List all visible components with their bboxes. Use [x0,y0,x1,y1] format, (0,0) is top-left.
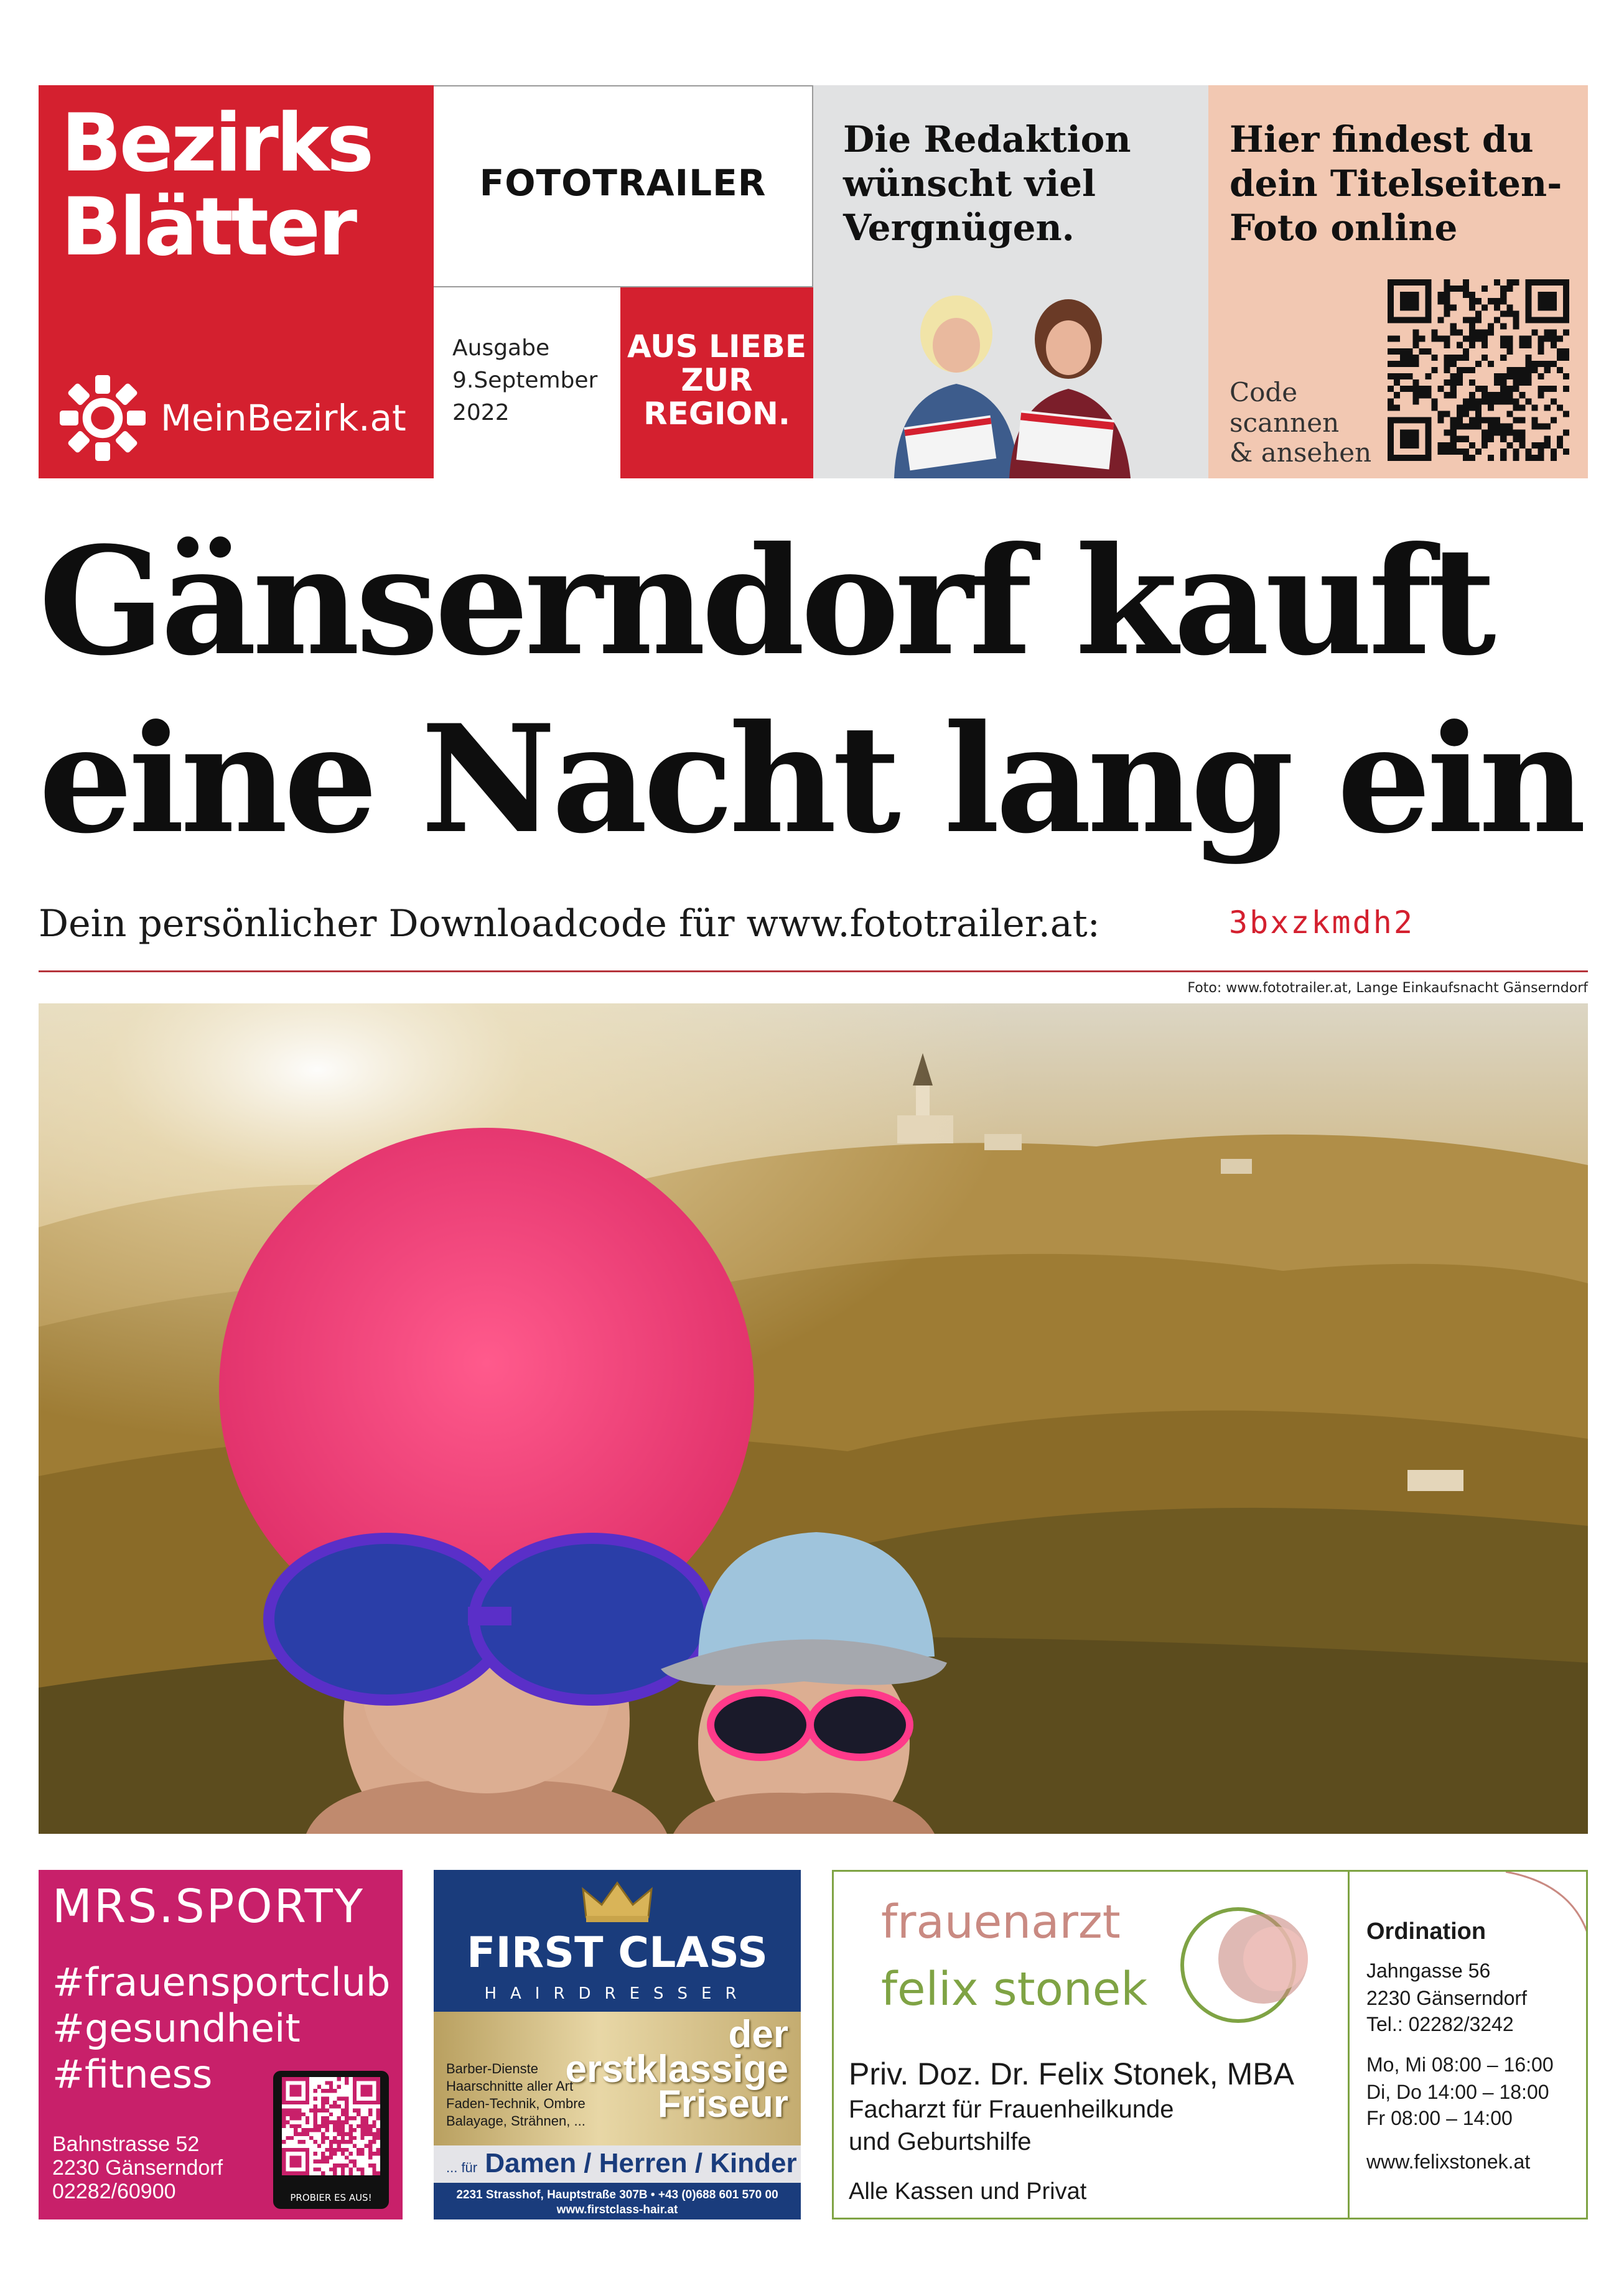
bezirksblaetter-logo-block[interactable] [39,85,434,478]
stonek-street: Jahngasse 56 [1366,1959,1491,1982]
mrs-sporty-tag-3: #fitness [52,2052,213,2097]
mrs-sporty-phone: 02282/60900 [52,2180,176,2203]
find-line-3: Foto online [1230,206,1458,249]
stonek-hours-2: Di, Do 14:00 – 18:00 [1366,2081,1549,2103]
first-class-audience [446,2150,797,2177]
editorial-line-3: Vergnügen. [843,206,1075,249]
slogan-line-1: AUS LIEBE [627,328,807,365]
logo-line-1: Bezirks [61,97,372,190]
headline-line-2: eine Nacht lang ein [39,692,1582,867]
editorial-line-2: wünscht viel [843,162,1096,205]
slogan-box [620,287,813,478]
online-photo-text [1230,118,1562,249]
issue-label: Ausgabe [452,335,550,361]
stonek-divider [1348,1872,1350,2219]
mrs-sporty-tag-1: #frauensportclub [52,1959,391,2005]
headline-line-1: Gänserndorf kauft [39,515,1492,689]
stonek-doctor-name: Priv. Doz. Dr. Felix Stonek, MBA [849,2057,1294,2091]
first-class-gold-panel [434,2012,801,2145]
first-class-address: 2231 Strasshof, Hauptstraße 307B • +43 (0)688 601 570 00 [456,2188,778,2201]
slogan-line-3: REGION. [643,396,790,432]
ad-first-class[interactable] [434,1870,801,2219]
first-class-service-1: Barber-Dienste [446,2061,538,2076]
stonek-insurance: Alle Kassen und Privat [849,2178,1087,2205]
stonek-hours-3: Fr 08:00 – 14:00 [1366,2107,1513,2129]
stonek-circles-icon [1170,1890,1319,2033]
scan-line-2: scannen [1230,407,1340,438]
logo-line-2: Blätter [61,181,355,274]
stonek-line-1: frauenarzt [881,1895,1121,1949]
stonek-specialty-1: Facharzt für Frauenheilkunde [849,2096,1174,2123]
editorial-line-1: Die Redaktion [843,118,1131,160]
stonek-ordination-title: Ordination [1366,1918,1486,1945]
first-class-service-4: Balayage, Strähnen, ... [446,2113,586,2129]
mrs-sporty-street: Bahnstrasse 52 [52,2132,200,2156]
download-code-label: Dein persönlicher Downloadcode für www.fototrailer.at: [39,902,1100,946]
divider [39,970,1588,972]
online-photo-info [1208,85,1588,478]
qr-code-icon [282,2077,380,2175]
mrs-sporty-qr[interactable] [273,2071,389,2209]
scan-line-3: & ansehen [1230,437,1372,468]
editorial-greeting [813,85,1208,478]
first-class-audience-text: Damen / Herren / Kinder [485,2148,797,2178]
stonek-line-2: felix stonek [881,1963,1148,2016]
headline [39,513,1594,868]
download-code[interactable]: 3bxzkmdh2 [1229,904,1414,941]
first-class-sub: HAIRDRESSER [484,1984,750,2003]
find-line-1: Hier findest du [1230,118,1534,160]
editorial-text [843,118,1131,249]
issue-date: 9.September [452,368,598,393]
qr-code-icon[interactable] [1388,279,1569,461]
mrs-sporty-city: 2230 Gänserndorf [52,2156,223,2180]
first-class-brand: FIRST CLASS [467,1928,768,1978]
editors-photo [869,290,1155,478]
first-class-service-3: Faden-Technik, Ombre [446,2096,586,2111]
first-class-big-3: Friseur [657,2083,788,2126]
first-class-big-2: erstklassige [565,2048,788,2091]
cover-photo [39,1003,1588,1834]
section-label-box [434,85,813,287]
slogan-line-2: ZUR [681,362,753,398]
logo-site-url: MeinBezirk.at [161,397,406,439]
stonek-phone[interactable]: Tel.: 02282/3242 [1366,2013,1514,2035]
first-class-fuer: ... für [446,2160,478,2175]
mrs-sporty-brand: MRS.SPORTY [52,1880,365,1933]
mrs-sporty-tag-2: #gesundheit [52,2006,301,2051]
cover-photo-image [39,1003,1588,1834]
scan-line-1: Code [1230,377,1298,407]
stonek-hours-1: Mo, Mi 08:00 – 16:00 [1366,2053,1554,2076]
mrs-sporty-qr-label: PROBIER ES AUS! [290,2192,372,2203]
stonek-corner-arc [1493,1872,1588,1946]
stonek-web[interactable]: www.felixstonek.at [1366,2150,1531,2173]
section-label: FOTOTRAILER [479,162,767,204]
first-class-service-2: Haarschnitte aller Art [446,2078,574,2094]
crown-icon [580,1880,655,1923]
meinbezirk-sun-icon [56,371,149,465]
first-class-big-1: der [728,2013,788,2056]
photo-credit: Foto: www.fototrailer.at, Lange Einkaufsnacht Gänserndorf [1187,980,1588,996]
ad-frauenarzt-stonek[interactable] [832,1870,1588,2219]
stonek-specialty-2: und Geburtshilfe [849,2128,1032,2155]
issue-year: 2022 [452,400,510,425]
scan-instruction [1230,378,1371,468]
ad-mrs-sporty[interactable] [39,1870,403,2219]
issue-info [434,287,620,478]
stonek-city: 2230 Gänserndorf [1366,1987,1527,2009]
first-class-web[interactable]: www.firstclass-hair.at [556,2203,678,2216]
find-line-2: dein Titelseiten- [1230,162,1562,205]
